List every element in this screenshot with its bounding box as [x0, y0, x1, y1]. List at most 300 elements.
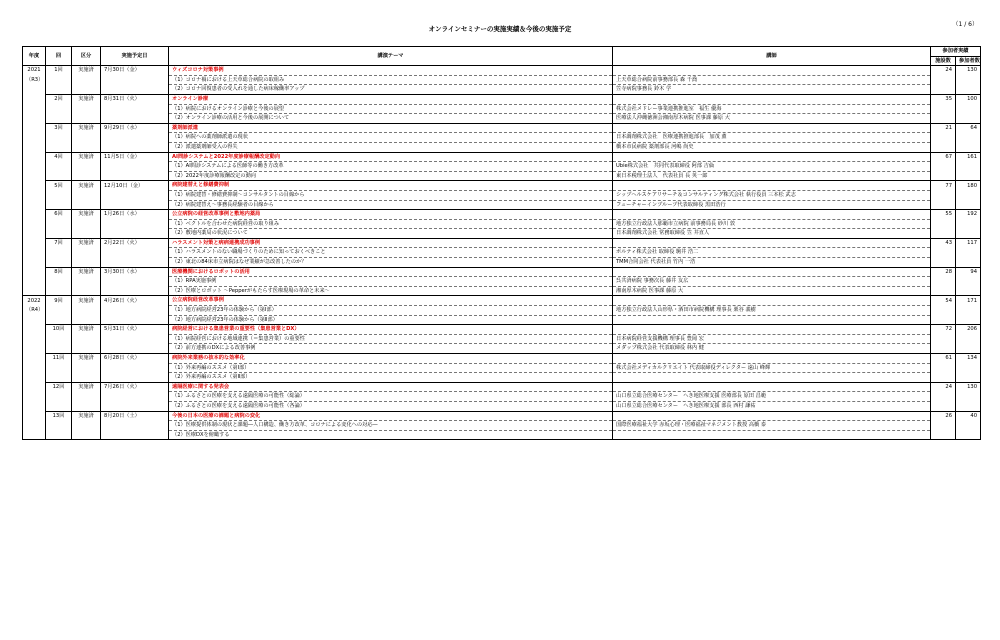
year-cell: [23, 123, 46, 133]
date-cell: 11月5日（金）: [101, 152, 169, 162]
speaker-spacer: [613, 210, 931, 220]
date-cell: [101, 334, 169, 344]
facility-count: 67: [931, 152, 956, 162]
participant-count: 130: [956, 66, 981, 76]
year-spacer: [23, 142, 46, 152]
fiscal-year-cell: [23, 392, 46, 402]
session-no: [46, 258, 72, 268]
facility-count: 21: [931, 123, 956, 133]
status-cell: 実施済: [72, 382, 101, 392]
participant-count: [956, 306, 981, 316]
session-no: [46, 133, 72, 143]
session-no: [46, 421, 72, 431]
talk-title: （1）ふるさとの医療を支える遠隔医療の可能性（総論）: [169, 392, 613, 402]
participant-count: [956, 114, 981, 124]
facility-count: 54: [931, 296, 956, 306]
talk-title: （2）医療DXを俯瞰する: [169, 430, 613, 440]
talk-title: （2）地方病院経営23年の体験から（第Ⅱ部）: [169, 315, 613, 325]
table-row: [23, 162, 981, 172]
status-cell: 実施済: [72, 181, 101, 191]
seminar-table: [22, 46, 981, 440]
session-no: [46, 334, 72, 344]
talk-title: （1）ハラスメントのない職場づくりのために知っておくべきこと: [169, 248, 613, 258]
status-cell: 実施済: [72, 267, 101, 277]
participant-count: [956, 315, 981, 325]
theme-title: 公立病院経営改革事例: [169, 296, 613, 306]
session-no: [46, 286, 72, 296]
header-year: 年度: [23, 47, 46, 66]
participant-count: 180: [956, 181, 981, 191]
status-cell: [72, 133, 101, 143]
year-spacer: [23, 114, 46, 124]
session-no: [46, 248, 72, 258]
talk-title: （2）オンライン診療の活用と今後の展開について: [169, 114, 613, 124]
participant-count: [956, 286, 981, 296]
year-cell: [23, 94, 46, 104]
talk-speaker: 地方独立行政法人那覇市立病院 前事務局長 砂川 敦: [613, 219, 931, 229]
facility-count: [931, 171, 956, 181]
table-row: [23, 238, 981, 248]
talk-title: （1）ベクトルを合わせた病院経営の取り組み: [169, 219, 613, 229]
date-cell: [101, 421, 169, 431]
speaker-spacer: [613, 66, 931, 76]
status-cell: 実施済: [72, 94, 101, 104]
facility-count: [931, 200, 956, 210]
participant-count: [956, 171, 981, 181]
session-no: [46, 401, 72, 411]
status-cell: 実施済: [72, 325, 101, 335]
status-cell: 実施済: [72, 123, 101, 133]
date-cell: 6月28日（火）: [101, 354, 169, 364]
fiscal-year-cell: [23, 219, 46, 229]
facility-count: [931, 104, 956, 114]
status-cell: [72, 344, 101, 354]
header-speaker: 講師: [613, 47, 931, 66]
date-cell: 8月31日（火）: [101, 94, 169, 104]
status-cell: [72, 104, 101, 114]
participant-count: [956, 258, 981, 268]
session-no: [46, 219, 72, 229]
date-cell: 7月26日（火）: [101, 382, 169, 392]
speaker-spacer: [613, 123, 931, 133]
talk-title: （2）東北の84床市立病院はなぜ業績が急改善したのか？: [169, 258, 613, 268]
status-cell: [72, 85, 101, 95]
date-cell: [101, 200, 169, 210]
theme-title: 病院経営における集患営業の重要性（集患営業とDX）: [169, 325, 613, 335]
header-date: 実施予定日: [101, 47, 169, 66]
facility-count: [931, 286, 956, 296]
status-cell: 実施済: [72, 210, 101, 220]
speaker-spacer: [613, 354, 931, 364]
talk-speaker: [613, 430, 931, 440]
page-number: （1 / 6）: [952, 21, 978, 28]
talk-title: （2）医療とロボット ～Pepperがもたらす医療現場の革命と未来～: [169, 286, 613, 296]
speaker-spacer: [613, 94, 931, 104]
speaker-spacer: [613, 296, 931, 306]
talk-title: （1）病院建替・修繕費抑制～コンサルタントの目線から: [169, 190, 613, 200]
participant-count: [956, 363, 981, 373]
status-cell: [72, 430, 101, 440]
participant-count: 206: [956, 325, 981, 335]
talk-title: （2）ふるさとの医療を支える遠隔医療の可能性（各論）: [169, 401, 613, 411]
date-cell: [101, 401, 169, 411]
date-cell: [101, 104, 169, 114]
session-no: 5回: [46, 181, 72, 191]
session-no: [46, 190, 72, 200]
talk-speaker: 地方独立行政法人山形県・酒田市病院機構 理事長 栗谷 義樹: [613, 306, 931, 316]
talk-title: （2）コロナ回復患者の受入れを通した病床稼働率アップ: [169, 85, 613, 95]
status-cell: [72, 162, 101, 172]
facility-count: [931, 258, 956, 268]
talk-speaker: 湘南厚木病院 医事課 藤原 大: [613, 286, 931, 296]
fiscal-year-cell: [23, 334, 46, 344]
year-spacer: [23, 258, 46, 268]
status-cell: 実施済: [72, 238, 101, 248]
status-cell: [72, 219, 101, 229]
header-theme: 講演テーマ: [169, 47, 613, 66]
status-cell: [72, 334, 101, 344]
status-cell: [72, 306, 101, 316]
year-spacer: [23, 200, 46, 210]
talk-speaker: 上天草総合病院前事務部長 森 千喬: [613, 75, 931, 85]
facility-count: [931, 277, 956, 287]
session-no: [46, 344, 72, 354]
participant-count: [956, 219, 981, 229]
fiscal-year-cell: [23, 277, 46, 287]
table-row: [23, 315, 981, 325]
year-cell: [23, 267, 46, 277]
theme-title: 今後の日本の医療の課題と病院の変化: [169, 411, 613, 421]
date-cell: 5月31日（火）: [101, 325, 169, 335]
status-cell: [72, 229, 101, 239]
table-row: [23, 190, 981, 200]
theme-title: 医療機関におけるロボットの活用: [169, 267, 613, 277]
facility-count: [931, 219, 956, 229]
table-row: [23, 363, 981, 373]
year-spacer: [23, 229, 46, 239]
facility-count: [931, 133, 956, 143]
participant-count: [956, 200, 981, 210]
status-cell: [72, 248, 101, 258]
facility-count: [931, 142, 956, 152]
participant-count: [956, 190, 981, 200]
talk-speaker: メダップ株式会社 代表取締役 林内 健: [613, 344, 931, 354]
facility-count: [931, 344, 956, 354]
session-no: 13回: [46, 411, 72, 421]
status-cell: 実施済: [72, 411, 101, 421]
speaker-spacer: [613, 325, 931, 335]
session-no: [46, 114, 72, 124]
table-row: [23, 114, 981, 124]
session-no: [46, 277, 72, 287]
table-row: [23, 94, 981, 104]
session-no: [46, 363, 72, 373]
status-cell: [72, 75, 101, 85]
talk-title: （2）2022年度診療報酬改定の動向: [169, 171, 613, 181]
talk-speaker: 橋本市民病院 薬剤部長 河嶋 尚史: [613, 142, 931, 152]
talk-speaker: 日本調剤株式会社 常務取締役 笠 井直人: [613, 229, 931, 239]
fiscal-year-cell: [23, 104, 46, 114]
facility-count: [931, 229, 956, 239]
talk-title: （2）前方連携のDXによる改善事例: [169, 344, 613, 354]
participant-count: [956, 392, 981, 402]
facility-count: [931, 162, 956, 172]
table-row: [23, 354, 981, 364]
session-no: 11回: [46, 354, 72, 364]
participant-count: [956, 104, 981, 114]
talk-title: （1）病院におけるオンライン診療と今後の展望: [169, 104, 613, 114]
speaker-spacer: [613, 411, 931, 421]
facility-count: [931, 373, 956, 383]
session-no: [46, 315, 72, 325]
status-cell: [72, 401, 101, 411]
participant-count: 100: [956, 94, 981, 104]
fiscal-year-cell: [23, 421, 46, 431]
table-row: [23, 296, 981, 306]
facility-count: [931, 85, 956, 95]
table-row: [23, 123, 981, 133]
date-cell: 9月29日（水）: [101, 123, 169, 133]
talk-speaker: [613, 373, 931, 383]
date-cell: [101, 219, 169, 229]
status-cell: [72, 421, 101, 431]
facility-count: 61: [931, 354, 956, 364]
date-cell: [101, 277, 169, 287]
table-row: [23, 267, 981, 277]
talk-speaker: ポルティ株式会社 取締役 駒井 浩二: [613, 248, 931, 258]
table-row: [23, 133, 981, 143]
talk-title: （1）RPA実施事例: [169, 277, 613, 287]
session-no: [46, 85, 72, 95]
talk-title: （2）外来再編のススメ（第Ⅱ部）: [169, 373, 613, 383]
table-row: [23, 142, 981, 152]
date-cell: [101, 133, 169, 143]
talk-speaker: 東日本税理士法人 代表社員 長 英一郎: [613, 171, 931, 181]
session-no: 7回: [46, 238, 72, 248]
year-cell: 2022: [23, 296, 46, 306]
facility-count: [931, 363, 956, 373]
session-no: 8回: [46, 267, 72, 277]
fiscal-year-cell: （R4）: [23, 306, 46, 316]
fiscal-year-cell: [23, 190, 46, 200]
table-row: [23, 104, 981, 114]
year-cell: [23, 238, 46, 248]
session-no: 12回: [46, 382, 72, 392]
participant-count: [956, 133, 981, 143]
session-no: [46, 104, 72, 114]
year-cell: [23, 354, 46, 364]
date-cell: 4月26日（火）: [101, 296, 169, 306]
talk-speaker: [613, 315, 931, 325]
facility-count: 26: [931, 411, 956, 421]
speaker-spacer: [613, 152, 931, 162]
table-row: [23, 229, 981, 239]
fiscal-year-cell: [23, 363, 46, 373]
facility-count: [931, 421, 956, 431]
status-cell: [72, 200, 101, 210]
participant-count: [956, 334, 981, 344]
facility-count: 77: [931, 181, 956, 191]
facility-count: [931, 401, 956, 411]
talk-title: （2）派遣薬剤師受入の得失: [169, 142, 613, 152]
seminar-rows: [23, 66, 981, 440]
date-cell: 2月22日（火）: [101, 238, 169, 248]
facility-count: [931, 190, 956, 200]
talk-speaker: 株式会社メディカルクリエイト 代表取締役ディレクター 遠山 峰輝: [613, 363, 931, 373]
status-cell: [72, 392, 101, 402]
year-spacer: [23, 344, 46, 354]
participant-count: [956, 142, 981, 152]
session-no: [46, 162, 72, 172]
fiscal-year-cell: [23, 162, 46, 172]
theme-title: ハラスメント対策と病病連携成功事例: [169, 238, 613, 248]
status-cell: [72, 190, 101, 200]
date-cell: [101, 75, 169, 85]
status-cell: 実施済: [72, 296, 101, 306]
facility-count: [931, 248, 956, 258]
date-cell: [101, 258, 169, 268]
facility-count: [931, 75, 956, 85]
year-cell: [23, 152, 46, 162]
session-no: 3回: [46, 123, 72, 133]
theme-title: 病院建替えと修繕費抑制: [169, 181, 613, 191]
fiscal-year-cell: （R3）: [23, 75, 46, 85]
session-no: 6回: [46, 210, 72, 220]
date-cell: 8月20日（土）: [101, 411, 169, 421]
table-row: [23, 392, 981, 402]
year-cell: [23, 411, 46, 421]
session-no: 1回: [46, 66, 72, 76]
table-row: [23, 344, 981, 354]
table-row: [23, 248, 981, 258]
header-no: 回: [46, 47, 72, 66]
table-row: [23, 66, 981, 76]
table-row: [23, 210, 981, 220]
talk-title: （1）病院経営における地域連携（＝集患営業）の重要性: [169, 334, 613, 344]
session-no: 2回: [46, 94, 72, 104]
participant-count: 64: [956, 123, 981, 133]
participant-count: [956, 277, 981, 287]
date-cell: [101, 306, 169, 316]
talk-speaker: 山口県立総合医療センター へき地医療支援 医療部長 原田 昌範: [613, 392, 931, 402]
status-cell: [72, 258, 101, 268]
talk-title: （1）地方病院経営23年の体験から（第Ⅰ部）: [169, 306, 613, 316]
participant-count: 94: [956, 267, 981, 277]
date-cell: [101, 85, 169, 95]
date-cell: [101, 363, 169, 373]
theme-title: オンライン診療: [169, 94, 613, 104]
talk-speaker: 山口県立総合医療センター へき地医療支援 部長 西村 謙祐: [613, 401, 931, 411]
table-row: [23, 152, 981, 162]
theme-title: 薬剤師派遣: [169, 123, 613, 133]
table-row: [23, 171, 981, 181]
date-cell: [101, 430, 169, 440]
talk-title: （2）敷地内薬局の状況について: [169, 229, 613, 239]
status-cell: [72, 286, 101, 296]
participant-count: [956, 373, 981, 383]
participant-count: 130: [956, 382, 981, 392]
participant-count: 192: [956, 210, 981, 220]
table-row: [23, 411, 981, 421]
date-cell: [101, 248, 169, 258]
participant-count: 134: [956, 354, 981, 364]
status-cell: [72, 171, 101, 181]
talk-speaker: 呉共済病院 事務次長 藤井 友広: [613, 277, 931, 287]
talk-speaker: 日本調剤株式会社 医療連携推進部長 加茂 薫: [613, 133, 931, 143]
status-cell: 実施済: [72, 66, 101, 76]
date-cell: 1月26日（水）: [101, 210, 169, 220]
facility-count: 72: [931, 325, 956, 335]
talk-title: （1）医療提供体制の現状と課題―人口構造、働き方改革、コロナによる変化への対応―: [169, 421, 613, 431]
talk-speaker: シップヘルスケアリサーチ＆コンサルティング株式会社 執行役員 三本松 武志: [613, 190, 931, 200]
date-cell: [101, 344, 169, 354]
status-cell: [72, 114, 101, 124]
table-row: [23, 85, 981, 95]
talk-speaker: Ubie株式会社 共同代表取締役 阿部 吉倫: [613, 162, 931, 172]
facility-count: 28: [931, 267, 956, 277]
speaker-spacer: [613, 382, 931, 392]
status-cell: [72, 373, 101, 383]
facility-count: [931, 430, 956, 440]
status-cell: [72, 315, 101, 325]
year-cell: [23, 181, 46, 191]
year-cell: [23, 382, 46, 392]
session-no: 10回: [46, 325, 72, 335]
table-row: [23, 181, 981, 191]
participant-count: [956, 421, 981, 431]
talk-speaker: 日本病院経営支援機構 理事長 豊岡 宏: [613, 334, 931, 344]
speaker-spacer: [613, 267, 931, 277]
page-title: オンラインセミナーの実施実績＆今後の実施予定: [428, 25, 572, 33]
theme-title: 病院外来業務の抜本的な効率化: [169, 354, 613, 364]
table-row: [23, 334, 981, 344]
talk-title: （1）外来再編のススメ（第Ⅰ部）: [169, 363, 613, 373]
theme-title: 遠隔医療に関する発表会: [169, 382, 613, 392]
participant-count: [956, 248, 981, 258]
date-cell: [101, 315, 169, 325]
table-row: [23, 306, 981, 316]
session-no: [46, 229, 72, 239]
session-no: [46, 142, 72, 152]
year-spacer: [23, 171, 46, 181]
fiscal-year-cell: [23, 133, 46, 143]
year-spacer: [23, 430, 46, 440]
talk-speaker: 株式会社メドレー事業連携推進室 福生 優海: [613, 104, 931, 114]
year-spacer: [23, 85, 46, 95]
session-no: [46, 200, 72, 210]
header-status: 区分: [72, 47, 101, 66]
year-cell: 2021: [23, 66, 46, 76]
session-no: 4回: [46, 152, 72, 162]
speaker-spacer: [613, 181, 931, 191]
session-no: [46, 430, 72, 440]
date-cell: 3月30日（水）: [101, 267, 169, 277]
talk-speaker: 医療法人沖縄徳洲会湘南厚木病院 医事課 藤原 大: [613, 114, 931, 124]
facility-count: [931, 306, 956, 316]
table-row: [23, 401, 981, 411]
session-no: [46, 306, 72, 316]
participant-count: 171: [956, 296, 981, 306]
facility-count: 24: [931, 382, 956, 392]
facility-count: [931, 114, 956, 124]
status-cell: 実施済: [72, 354, 101, 364]
fiscal-year-cell: [23, 248, 46, 258]
talk-speaker: フューチャーインプループ代表取締役 黒田浩行: [613, 200, 931, 210]
year-cell: [23, 210, 46, 220]
year-spacer: [23, 373, 46, 383]
facility-count: 24: [931, 66, 956, 76]
participant-count: [956, 229, 981, 239]
